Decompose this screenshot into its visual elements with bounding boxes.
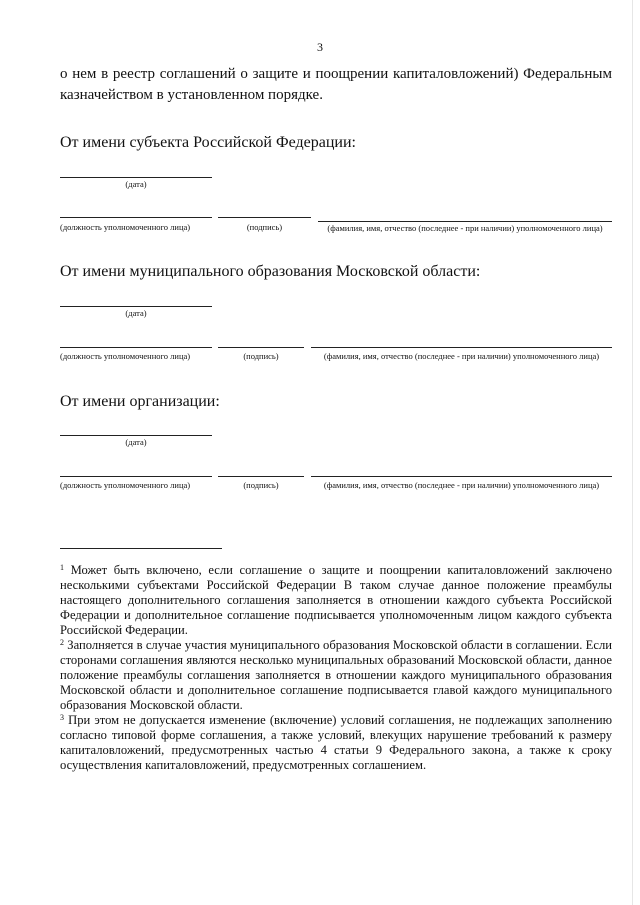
position-label-1: (должность уполномоченного лица)	[60, 222, 191, 232]
footnote-text-3: При этом не допускается изменение (включение) условий соглашения, не подлежащих заполнению согласно типовой форме соглашения, а также условий, влекущих нарушение требований к размеру капиталовложений, предусмотренных частью 4 статьи 9 Федерального закона, а также к сроку осуществления капиталовложений, предусмотренных соглашением.	[60, 713, 612, 772]
date-label-2: (дата)	[125, 308, 147, 318]
date-label-3: (дата)	[125, 437, 147, 447]
footnote-marker-3: 3	[60, 713, 64, 722]
footnote-marker-2: 2	[60, 638, 64, 647]
heading-organization: От имени организации:	[60, 393, 220, 410]
position-label-2: (должность уполномоченного лица)	[60, 351, 191, 361]
date-line-1	[60, 177, 212, 178]
footnote-separator	[60, 548, 222, 549]
position-line-1	[60, 217, 212, 218]
footnote-text-1: Может быть включено, если соглашение о защите и поощрении капиталовложений заключено несколькими субъектами Российской Федерации В таком случае данное положение преамбулы настоящего дополнительного соглашения заполняется в отношении каждого субъекта Российской Федерации и дополнительное соглашение подписывается уполномоченным лицом каждого субъекта Российской Федерации.	[60, 563, 612, 637]
footnote-3	[60, 713, 612, 773]
name-label-3: (фамилия, имя, отчество (последнее - при наличии) уполномоченного лица)	[323, 480, 600, 490]
signature-label-3: (подпись)	[243, 480, 279, 490]
date-line-3	[60, 435, 212, 436]
name-line-3	[311, 476, 612, 477]
name-label-2: (фамилия, имя, отчество (последнее - при наличии) уполномоченного лица)	[323, 351, 600, 361]
heading-municipality: От имени муниципального образования Московской области:	[60, 263, 481, 280]
intro-paragraph: о нем в реестр соглашений о защите и поощрении капиталовложений) Федеральным казначейством в установленном порядке.	[60, 66, 612, 103]
scan-edge	[632, 0, 633, 905]
date-line-2	[60, 306, 212, 307]
signature-label-2: (подпись)	[243, 351, 279, 361]
footnote-text-2: Заполняется в случае участия муниципального образования Московской области в соглашении. Если сторонами соглашения являются несколько муниципальных образований Московской области, данное положение преамбулы соглашения заполняется в отношении каждого муниципального образования Московской области и дополнительное соглашение подписывается главой каждого муниципального образования Московской области.	[60, 638, 612, 712]
date-label-1: (дата)	[125, 179, 147, 189]
footnote-marker-1: 1	[60, 563, 64, 572]
position-label-3: (должность уполномоченного лица)	[60, 480, 191, 490]
page-number: 3	[317, 40, 323, 54]
signature-line-2	[218, 347, 304, 348]
footnotes	[60, 563, 612, 773]
name-label-1: (фамилия, имя, отчество (последнее - при наличии) уполномоченного лица)	[327, 223, 603, 233]
signature-line-3	[218, 476, 304, 477]
footnote-1	[60, 563, 612, 638]
heading-federation-subject: От имени субъекта Российской Федерации:	[60, 134, 356, 151]
position-line-3	[60, 476, 212, 477]
position-line-2	[60, 347, 212, 348]
footnote-2	[60, 638, 612, 713]
signature-label-1: (подпись)	[246, 222, 283, 232]
name-line-1	[318, 221, 612, 222]
name-line-2	[311, 347, 612, 348]
signature-line-1	[218, 217, 311, 218]
